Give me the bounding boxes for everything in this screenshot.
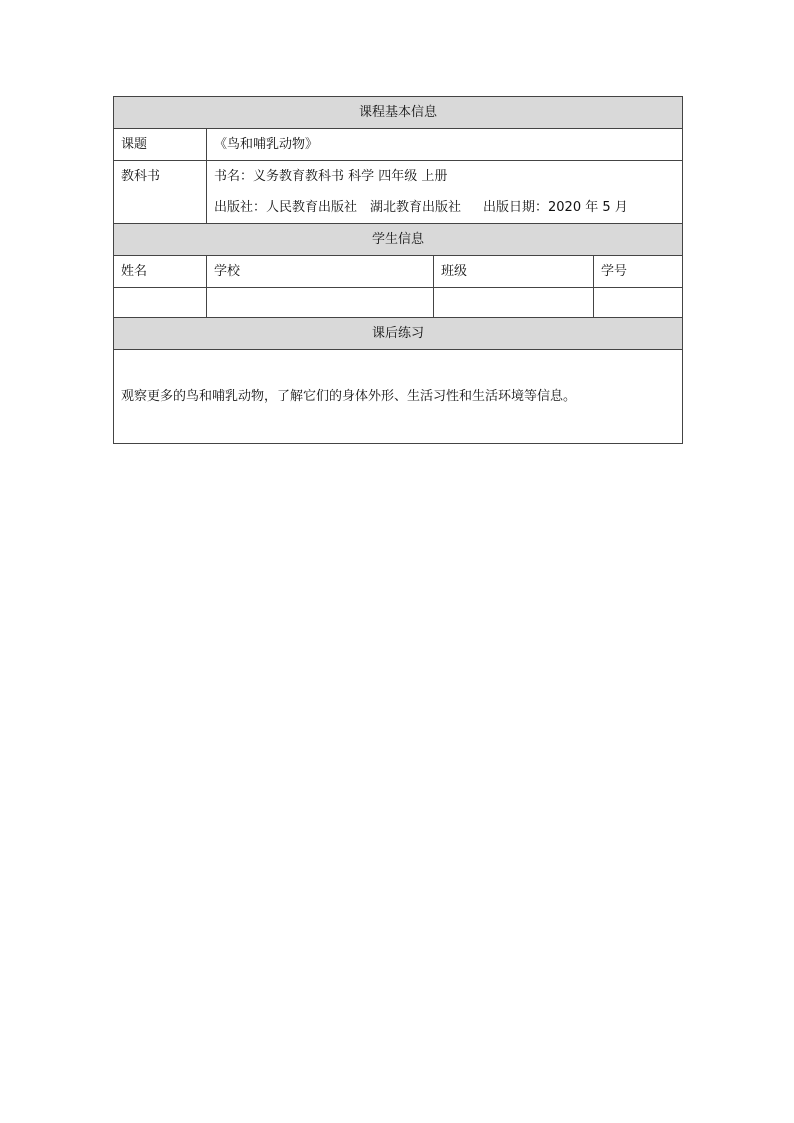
student-id-column-label: 学号: [594, 256, 683, 288]
topic-label: 课题: [114, 129, 207, 161]
textbook-row: [114, 161, 683, 224]
publish-date: 出版日期：2020 年 5 月: [483, 200, 628, 215]
textbook-label: [114, 161, 207, 224]
student-info-header-row: [114, 224, 683, 256]
name-column-label: 姓名: [114, 256, 207, 288]
course-info-header: 课程基本信息: [114, 97, 683, 129]
student-id-value-cell[interactable]: [594, 288, 683, 318]
class-column-label: 班级: [434, 256, 594, 288]
textbook-label-text: 教科书: [121, 169, 161, 184]
homework-text: 观察更多的鸟和哺乳动物，了解它们的身体外形、生活习性和生活环境等信息。: [114, 350, 683, 444]
homework-header-row: [114, 318, 683, 350]
topic-row: [114, 129, 683, 161]
textbook-details: [207, 161, 683, 224]
course-info-header-row: [114, 97, 683, 129]
school-value-cell[interactable]: [207, 288, 434, 318]
publisher: 出版社：人民教育出版社 湖北教育出版社: [214, 200, 462, 215]
student-fields-row: [114, 256, 683, 288]
name-value-cell[interactable]: [114, 288, 207, 318]
class-value-cell[interactable]: [434, 288, 594, 318]
student-info-header: 学生信息: [114, 224, 683, 256]
course-info-table: [113, 96, 683, 444]
school-column-label: 学校: [207, 256, 434, 288]
homework-header: 课后练习: [114, 318, 683, 350]
book-name: 书名：义务教育教科书 科学 四年级 上册: [214, 169, 448, 184]
topic-value: 《鸟和哺乳动物》: [207, 129, 683, 161]
student-values-row: [114, 288, 683, 318]
homework-row: [114, 350, 683, 444]
publisher-line: [214, 192, 675, 223]
